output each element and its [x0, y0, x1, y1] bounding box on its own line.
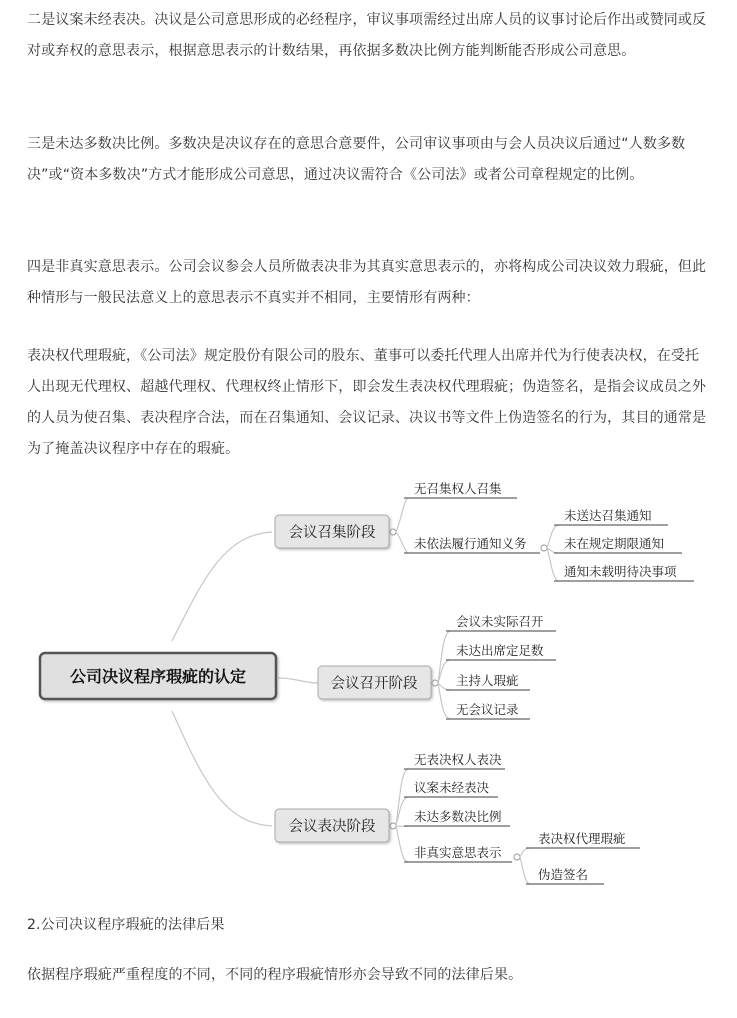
paragraph-proxy-and-forgery: 表决权代理瑕疵，《公司法》规定股份有限公司的股东、董事可以委托代理人出席并代为行使表决权，在受托人出现无代理权、超越代理权、代理权终止情形下，即会发生表决权代理瑕疵；伪造签名，是指会议成员之外的人员为使召集、表决程序合法，而在召集通知、会议记录、决议书等文件上伪造签名的行为，其目的通常是为了掩盖决议程序中存在的瑕疵。 [27, 348, 707, 457]
stage2-item-no-minutes: 无会议记录 [456, 702, 519, 717]
root-node [40, 653, 276, 699]
stage2-item-quorum: 未达出席定足数 [456, 643, 544, 658]
stage2-item-not-held: 会议未实际召开 [456, 614, 544, 629]
stage2-node-dot [432, 680, 438, 686]
stage1-sub-not-delivered: 未送达召集通知 [564, 508, 652, 523]
mind-map [0, 465, 737, 900]
stage1-item-notice-duty: 未依法履行通知义务 [414, 536, 527, 551]
stage1-sub-late-notice: 未在规定期限通知 [564, 536, 665, 551]
connector-stage1-item1 [396, 498, 408, 532]
root-label: 公司决议程序瑕疵的认定 [69, 667, 247, 686]
connector-stage1-item2 [396, 532, 408, 553]
stage1-node-dot [390, 529, 396, 535]
stage3-item-non-genuine: 非真实意思表示 [414, 845, 502, 860]
connector-root-stage2 [278, 678, 318, 683]
stage3-sub-proxy-defect: 表决权代理瑕疵 [538, 831, 626, 846]
stage2-node [318, 666, 431, 699]
connector-root-stage3 [172, 711, 272, 826]
connector-root-stage1 [172, 532, 272, 641]
paragraph-legal-consequence: 依据程序瑕疵严重程度的不同，不同的程序瑕疵情形亦会导致不同的法律后果。 [27, 967, 523, 983]
stage3-item-no-voting-right: 无表决权人表决 [414, 752, 502, 767]
paragraph-non-genuine-intent: 四是非真实意思表示。公司会议参会人员所做表决非为其真实意思表示的，亦将构成公司决议效力瑕疵，但此种情形与一般民法意义上的意思表示不真实并不相同，主要情形有两种： [27, 259, 707, 306]
stage1-item-no-authority: 无召集权人召集 [414, 481, 502, 496]
stage3-item-majority: 未达多数决比例 [414, 809, 502, 824]
stage3-node [275, 809, 389, 842]
stage2-item-chair-defect: 主持人瑕疵 [456, 673, 519, 688]
stage3-label: 会议表决阶段 [288, 819, 376, 835]
stage1-node [275, 515, 389, 548]
section-heading: 2.公司决议程序瑕疵的法律后果 [27, 917, 225, 933]
stage3-node-dot [390, 823, 396, 829]
stage3-item-unvoted: 议案未经表决 [414, 780, 490, 795]
stage1-sub-missing-agenda: 通知未载明待决事项 [564, 564, 677, 579]
stage1-sub-node-dot [541, 545, 547, 551]
stage2-label: 会议召开阶段 [330, 676, 418, 692]
stage3-sub-node-dot [514, 854, 520, 860]
stage1-label: 会议召集阶段 [288, 525, 376, 541]
stage3-sub-forged-signature: 伪造签名 [538, 867, 589, 882]
paragraph-majority-ratio: 三是未达多数决比例。多数决是决议存在的意思合意要件，公司审议事项由与会人员决议后通过“人数多数决”或“资本多数决”方式才能形成公司意思，通过决议需符合《公司法》或者公司章程规定的比例。 [27, 136, 686, 183]
paragraph-unvoted-motion: 二是议案未经表决。决议是公司意思形成的必经程序，审议事项需经过出席人员的议事讨论后作出或赞同或反对或弃权的意思表示，根据意思表示的计数结果，再依据多数决比例方能判断能否形成公司意思。 [27, 12, 707, 59]
